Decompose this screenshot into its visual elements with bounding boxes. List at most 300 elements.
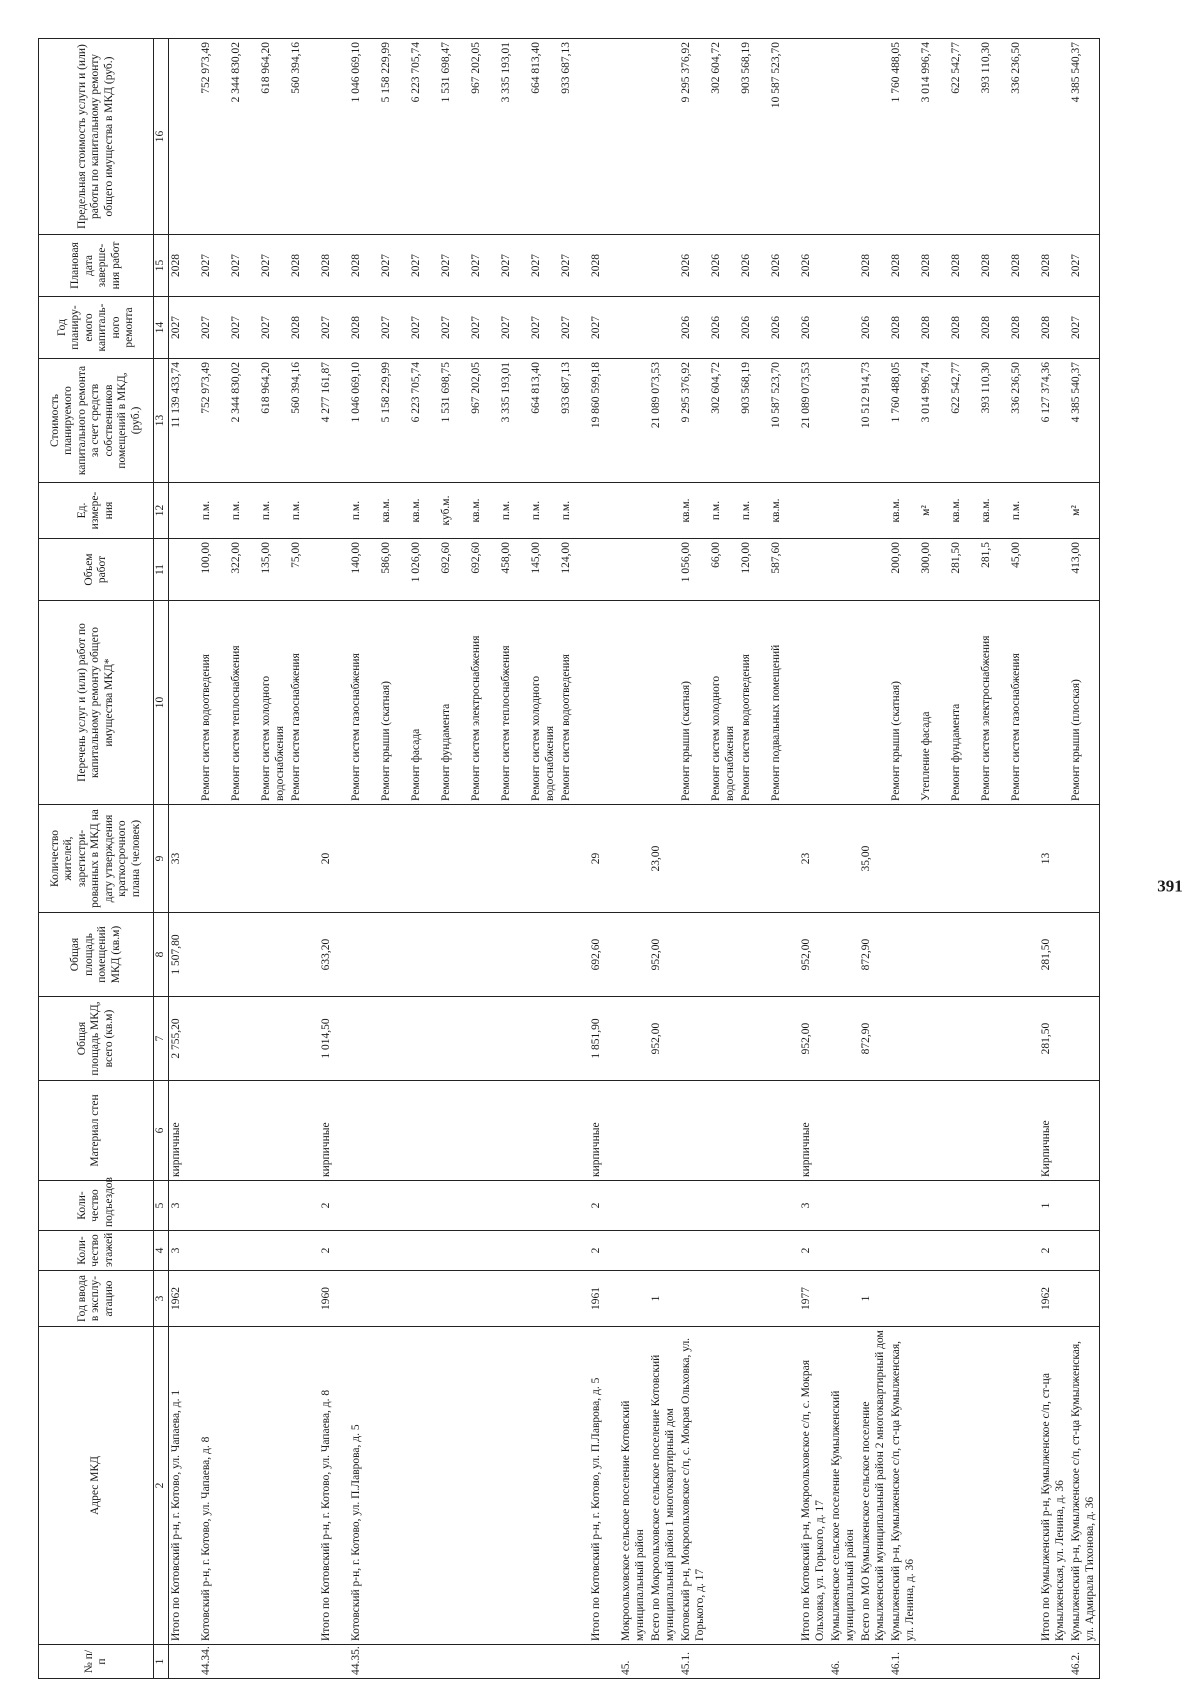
table-row xyxy=(229,39,259,1679)
column-number-9: 9 xyxy=(154,805,169,913)
table-cell xyxy=(619,235,649,297)
column-number-3: 3 xyxy=(154,1271,169,1327)
table-cell: 2 xyxy=(589,1181,619,1231)
table-cell: 302 604,72 xyxy=(709,39,739,235)
table-cell xyxy=(829,1181,859,1231)
table-cell: Итого по Котовский р-н, г. Котово, ул. П.Лаврова, д. 5 xyxy=(589,1327,619,1645)
table-cell xyxy=(919,1271,949,1327)
table-cell: 4 385 540,37 xyxy=(1069,359,1100,483)
table-cell xyxy=(709,1645,739,1679)
table-cell: Котовский р-н, Мокроольховское с/п, с. Мокрая Ольховка, ул. Горького, д. 17 xyxy=(679,1327,709,1645)
table-row xyxy=(889,39,919,1679)
table-cell: кирпичные xyxy=(319,1081,349,1181)
table-cell xyxy=(829,235,859,297)
table-body xyxy=(169,39,1100,1679)
table-cell xyxy=(799,483,829,539)
table-cell xyxy=(769,1645,799,1679)
table-cell xyxy=(259,913,289,997)
table-cell xyxy=(919,913,949,997)
table-cell: кирпичные xyxy=(169,1081,200,1181)
table-cell xyxy=(349,913,379,997)
table-cell xyxy=(379,805,409,913)
table-cell xyxy=(829,913,859,997)
table-cell: 2028 xyxy=(289,297,319,359)
table-cell xyxy=(649,1645,679,1679)
table-cell: Кумылженский р-н, Кумылженское с/п, ст-ца Кумылженская, ул. Ленина, д. 36 xyxy=(889,1327,919,1645)
table-cell: 2027 xyxy=(439,297,469,359)
table-cell xyxy=(679,1271,709,1327)
table-cell xyxy=(529,1081,559,1181)
table-cell: 967 202,05 xyxy=(469,39,499,235)
table-cell xyxy=(709,1231,739,1271)
table-cell xyxy=(889,1081,919,1181)
table-cell xyxy=(529,1231,559,1271)
table-cell xyxy=(1069,1231,1100,1271)
table-cell xyxy=(529,1271,559,1327)
table-cell: 2028 xyxy=(979,235,1009,297)
table-cell xyxy=(829,359,859,483)
table-cell: 560 394,16 xyxy=(289,39,319,235)
column-header-8: Общая площадь помещений МКД (кв.м) xyxy=(39,913,154,997)
table-cell xyxy=(169,1645,200,1679)
table-cell: 872,90 xyxy=(859,913,889,997)
table-cell: 1 760 488,05 xyxy=(889,39,919,235)
table-cell xyxy=(649,1181,679,1231)
table-cell xyxy=(829,297,859,359)
table-cell xyxy=(289,997,319,1081)
column-header-6: Материал стен xyxy=(39,1081,154,1181)
table-cell xyxy=(589,483,619,539)
table-cell xyxy=(709,997,739,1081)
table-cell: п.м. xyxy=(709,483,739,539)
table-cell xyxy=(259,805,289,913)
table-cell xyxy=(349,1181,379,1231)
table-cell: 903 568,19 xyxy=(739,359,769,483)
table-cell xyxy=(919,1645,949,1679)
column-header-2: Адрес МКД xyxy=(39,1327,154,1645)
table-cell: Ремонт фундамента xyxy=(949,601,979,805)
table-cell xyxy=(619,601,649,805)
table-cell: 10 587 523,70 xyxy=(769,39,799,235)
table-cell xyxy=(949,1271,979,1327)
table-cell xyxy=(289,805,319,913)
table-cell: Всего по Мокроольховское сельское поселение Котовский муниципальный район 1 многоквартирный дом xyxy=(649,1327,679,1645)
table-cell xyxy=(649,235,679,297)
table-cell: 124,00 xyxy=(559,539,589,601)
column-number-6: 6 xyxy=(154,1081,169,1181)
table-cell: 903 568,19 xyxy=(739,39,769,235)
table-cell: 13 xyxy=(1039,805,1069,913)
table-row xyxy=(859,39,889,1679)
table-cell xyxy=(409,913,439,997)
table-cell xyxy=(259,1231,289,1271)
column-number-15: 15 xyxy=(154,235,169,297)
table-cell xyxy=(559,1081,589,1181)
table-cell: 952,00 xyxy=(799,913,829,997)
table-cell xyxy=(439,1645,469,1679)
table-cell xyxy=(589,39,619,235)
table-cell: Ремонт систем теплоснабжения xyxy=(229,601,259,805)
table-cell: п.м. xyxy=(1009,483,1039,539)
table-cell: п.м. xyxy=(739,483,769,539)
table-cell xyxy=(1009,1081,1039,1181)
table-cell xyxy=(1039,39,1069,235)
table-cell xyxy=(469,997,499,1081)
table-cell: 2026 xyxy=(799,235,829,297)
table-cell: 336 236,50 xyxy=(1009,39,1039,235)
table-cell: 2027 xyxy=(229,297,259,359)
table-cell xyxy=(919,997,949,1081)
table-cell: 2028 xyxy=(169,235,200,297)
table-cell: 2028 xyxy=(1039,297,1069,359)
table-cell: 2027 xyxy=(379,297,409,359)
table-cell: 1961 xyxy=(589,1271,619,1327)
table-cell xyxy=(649,297,679,359)
table-cell xyxy=(739,1081,769,1181)
table-cell xyxy=(679,1181,709,1231)
table-cell: 23,00 xyxy=(649,805,679,913)
table-cell xyxy=(619,1231,649,1271)
table-cell: 2026 xyxy=(799,297,829,359)
table-cell xyxy=(859,601,889,805)
table-cell xyxy=(499,997,529,1081)
table-cell xyxy=(229,1181,259,1231)
table-row xyxy=(409,39,439,1679)
table-cell xyxy=(439,1081,469,1181)
table-cell xyxy=(349,1081,379,1181)
table-cell: 1962 xyxy=(169,1271,200,1327)
table-cell xyxy=(859,539,889,601)
table-cell: 3 xyxy=(169,1181,200,1231)
table-cell xyxy=(529,1327,559,1645)
table-cell: 322,00 xyxy=(229,539,259,601)
table-cell: 140,00 xyxy=(349,539,379,601)
table-cell xyxy=(379,1081,409,1181)
table-cell: Мокроольховское сельское поселение Котовский муниципальный район xyxy=(619,1327,649,1645)
table-cell: 872,90 xyxy=(859,997,889,1081)
table-cell: 6 223 705,74 xyxy=(409,39,439,235)
table-cell xyxy=(409,1271,439,1327)
table-cell xyxy=(859,1181,889,1231)
table-row xyxy=(739,39,769,1679)
table-cell: 2 xyxy=(319,1181,349,1231)
table-row xyxy=(1009,39,1039,1679)
table-cell xyxy=(889,1231,919,1271)
table-cell: 2027 xyxy=(259,235,289,297)
table-cell: Ремонт систем водоотведения xyxy=(739,601,769,805)
table-cell: 75,00 xyxy=(289,539,319,601)
table-cell xyxy=(619,39,649,235)
table-cell: 45. xyxy=(619,1645,649,1679)
table-cell xyxy=(409,1181,439,1231)
table-cell xyxy=(229,1645,259,1679)
table-cell xyxy=(829,539,859,601)
table-cell xyxy=(739,913,769,997)
table-cell: 1 046 069,10 xyxy=(349,39,379,235)
table-cell xyxy=(739,1181,769,1231)
table-cell xyxy=(679,913,709,997)
table-cell xyxy=(739,805,769,913)
table-cell xyxy=(619,1271,649,1327)
table-cell xyxy=(949,1327,979,1645)
table-cell: Итого по Котовский р-н, г. Котово, ул. Чапаева, д. 1 xyxy=(169,1327,200,1645)
table-cell: 200,00 xyxy=(889,539,919,601)
table-cell: 2028 xyxy=(1009,235,1039,297)
table-cell xyxy=(919,1081,949,1181)
table-cell: 6 127 374,36 xyxy=(1039,359,1069,483)
table-cell xyxy=(199,805,229,913)
table-cell: 1 507,80 xyxy=(169,913,200,997)
table-cell: Утепление фасада xyxy=(919,601,949,805)
table-cell: Ремонт систем электроснабжения xyxy=(979,601,1009,805)
table-cell: 2 xyxy=(799,1231,829,1271)
table-cell: 633,20 xyxy=(319,913,349,997)
table-cell: п.м. xyxy=(499,483,529,539)
table-cell: 413,00 xyxy=(1069,539,1100,601)
table-cell xyxy=(559,1645,589,1679)
table-cell: 967 202,05 xyxy=(469,359,499,483)
table-cell: 1 xyxy=(1039,1181,1069,1231)
table-cell xyxy=(469,913,499,997)
table-cell xyxy=(829,997,859,1081)
table-cell xyxy=(619,297,649,359)
table-cell xyxy=(1009,1231,1039,1271)
table-cell: 393 110,30 xyxy=(979,39,1009,235)
table-cell xyxy=(829,1271,859,1327)
table-cell: 1962 xyxy=(1039,1271,1069,1327)
table-row xyxy=(919,39,949,1679)
table-cell: 33 xyxy=(169,805,200,913)
table-cell xyxy=(499,1181,529,1231)
table-cell xyxy=(469,1327,499,1645)
table-cell xyxy=(619,997,649,1081)
table-cell: 46.1. xyxy=(889,1645,919,1679)
table-cell: 21 089 073,53 xyxy=(799,359,829,483)
column-header-4: Коли-чество этажей xyxy=(39,1231,154,1271)
table-cell: 5 158 229,99 xyxy=(379,39,409,235)
table-cell: Итого по Котовский р-н, Мокроольховское с/п, с. Мокрая Ольховка, ул. Горького, д. 17 xyxy=(799,1327,829,1645)
table-cell: кирпичные xyxy=(799,1081,829,1181)
table-cell xyxy=(259,997,289,1081)
table-cell xyxy=(859,483,889,539)
table-cell: 9 295 376,92 xyxy=(679,39,709,235)
table-cell xyxy=(619,805,649,913)
table-cell: 20 xyxy=(319,805,349,913)
table-cell: 300,00 xyxy=(919,539,949,601)
table-cell: 752 973,49 xyxy=(199,39,229,235)
table-cell xyxy=(769,1231,799,1271)
table-cell: 2027 xyxy=(469,235,499,297)
column-number-row xyxy=(154,39,169,1679)
table-cell: 4 277 161,87 xyxy=(319,359,349,483)
table-cell xyxy=(559,1271,589,1327)
table-cell: 692,60 xyxy=(589,913,619,997)
column-header-12: Ед. измере-ния xyxy=(39,483,154,539)
table-cell: 281,5 xyxy=(979,539,1009,601)
table-cell xyxy=(829,1231,859,1271)
column-number-14: 14 xyxy=(154,297,169,359)
table-cell: 560 394,16 xyxy=(289,359,319,483)
table-cell xyxy=(859,1231,889,1271)
table-cell xyxy=(799,39,829,235)
table-cell: 692,60 xyxy=(469,539,499,601)
table-cell xyxy=(949,1181,979,1231)
table-cell xyxy=(649,539,679,601)
table-cell xyxy=(199,913,229,997)
table-cell xyxy=(559,1327,589,1645)
table-cell: Ремонт крыши (скатная) xyxy=(889,601,919,805)
table-cell: 2027 xyxy=(379,235,409,297)
table-cell: Ремонт систем электроснабжения xyxy=(469,601,499,805)
table-cell xyxy=(439,913,469,997)
table-cell xyxy=(199,1181,229,1231)
table-cell: 66,00 xyxy=(709,539,739,601)
table-cell xyxy=(379,1645,409,1679)
table-cell: п.м. xyxy=(529,483,559,539)
table-row xyxy=(259,39,289,1679)
table-cell: Кумылженское сельское поселение Кумылженский муниципальный район xyxy=(829,1327,859,1645)
table-cell: 1 760 488,05 xyxy=(889,359,919,483)
table-cell xyxy=(889,1181,919,1231)
table-cell xyxy=(709,1271,739,1327)
table-cell xyxy=(499,1081,529,1181)
table-cell: 2028 xyxy=(1039,235,1069,297)
column-header-10: Перечень услуг и (или) работ по капитальному ремонту общего имущества МКД* xyxy=(39,601,154,805)
table-cell: 44.34. xyxy=(199,1645,229,1679)
table-cell: 1 851,90 xyxy=(589,997,619,1081)
table-cell: 618 964,20 xyxy=(259,359,289,483)
table-cell: кв.м. xyxy=(379,483,409,539)
table-cell: 2028 xyxy=(889,297,919,359)
table-cell xyxy=(409,1645,439,1679)
table-cell xyxy=(679,997,709,1081)
table-cell: 2027 xyxy=(169,297,200,359)
table-cell: 692,60 xyxy=(439,539,469,601)
table-row xyxy=(769,39,799,1679)
table-cell: Ремонт систем теплоснабжения xyxy=(499,601,529,805)
table-cell xyxy=(799,1645,829,1679)
table-row xyxy=(529,39,559,1679)
table-cell: 46. xyxy=(829,1645,859,1679)
table-cell: куб.м. xyxy=(439,483,469,539)
table-cell: м² xyxy=(919,483,949,539)
table-cell xyxy=(289,1327,319,1645)
table-row xyxy=(169,39,200,1679)
table-cell xyxy=(169,39,200,235)
table-cell xyxy=(529,997,559,1081)
table-cell xyxy=(1069,805,1100,913)
table-cell xyxy=(619,1181,649,1231)
table-cell xyxy=(169,483,200,539)
table-cell xyxy=(259,1271,289,1327)
table-cell: 2028 xyxy=(949,235,979,297)
table-row xyxy=(679,39,709,1679)
table-cell: 2026 xyxy=(859,297,889,359)
table-cell xyxy=(949,913,979,997)
table-row xyxy=(1069,39,1100,1679)
table-cell xyxy=(559,1231,589,1271)
table-cell xyxy=(649,1081,679,1181)
table-row xyxy=(799,39,829,1679)
table-cell: Котовский р-н, г. Котово, ул. П.Лаврова, д. 5 xyxy=(349,1327,379,1645)
table-cell: Ремонт систем холодного водоснабжения xyxy=(709,601,739,805)
table-cell xyxy=(439,1327,469,1645)
table-cell xyxy=(1009,913,1039,997)
table-cell: 458,00 xyxy=(499,539,529,601)
table-cell: Кумылженский р-н, Кумылженское с/п, ст-ца Кумылженская, ул. Адмирала Тихонова, д. 36 xyxy=(1069,1327,1100,1645)
table-cell xyxy=(439,1271,469,1327)
table-cell: 120,00 xyxy=(739,539,769,601)
table-cell: 2027 xyxy=(199,297,229,359)
table-cell: 2026 xyxy=(709,235,739,297)
table-cell: 145,00 xyxy=(529,539,559,601)
table-row xyxy=(949,39,979,1679)
table-cell: кв.м. xyxy=(769,483,799,539)
table-row xyxy=(1039,39,1069,1679)
table-cell xyxy=(769,1327,799,1645)
table-cell: 3 014 996,74 xyxy=(919,359,949,483)
table-cell xyxy=(289,1081,319,1181)
table-row xyxy=(619,39,649,1679)
table-cell: Ремонт подвальных помещений xyxy=(769,601,799,805)
column-header-1: № п/п xyxy=(39,1645,154,1679)
table-cell xyxy=(1009,1271,1039,1327)
table-row xyxy=(709,39,739,1679)
table-cell xyxy=(229,997,259,1081)
table-cell: 1 531 698,47 xyxy=(439,39,469,235)
table-cell xyxy=(169,539,200,601)
table-cell xyxy=(919,1231,949,1271)
table-cell xyxy=(199,1271,229,1327)
table-cell xyxy=(619,1081,649,1181)
header-row xyxy=(39,39,154,1679)
table-cell xyxy=(289,1271,319,1327)
table-cell xyxy=(919,1181,949,1231)
table-cell xyxy=(289,913,319,997)
table-cell xyxy=(739,1271,769,1327)
table-cell: 2 755,20 xyxy=(169,997,200,1081)
table-cell: Ремонт крыши (плоская) xyxy=(1069,601,1100,805)
table-cell: 2027 xyxy=(319,297,349,359)
table-row xyxy=(199,39,229,1679)
table-cell: кв.м. xyxy=(409,483,439,539)
table-cell: 2027 xyxy=(499,235,529,297)
table-cell: 6 223 705,74 xyxy=(409,359,439,483)
table-cell: 281,50 xyxy=(1039,997,1069,1081)
table-cell: 2026 xyxy=(769,235,799,297)
table-cell xyxy=(709,805,739,913)
table-cell xyxy=(559,1181,589,1231)
table-row xyxy=(469,39,499,1679)
table-cell xyxy=(859,1645,889,1679)
table-cell xyxy=(769,913,799,997)
table-row xyxy=(979,39,1009,1679)
table-cell: 2027 xyxy=(469,297,499,359)
table-cell: 44.35. xyxy=(349,1645,379,1679)
table-cell xyxy=(1009,805,1039,913)
table-cell: 9 295 376,92 xyxy=(679,359,709,483)
table-cell: 1 014,50 xyxy=(319,997,349,1081)
table-cell xyxy=(379,1271,409,1327)
table-cell: 2027 xyxy=(1069,235,1100,297)
table-cell xyxy=(799,539,829,601)
table-cell xyxy=(769,805,799,913)
table-cell: 2027 xyxy=(199,235,229,297)
table-cell xyxy=(529,1181,559,1231)
column-number-12: 12 xyxy=(154,483,169,539)
table-cell xyxy=(199,1231,229,1271)
table-cell xyxy=(979,1645,1009,1679)
